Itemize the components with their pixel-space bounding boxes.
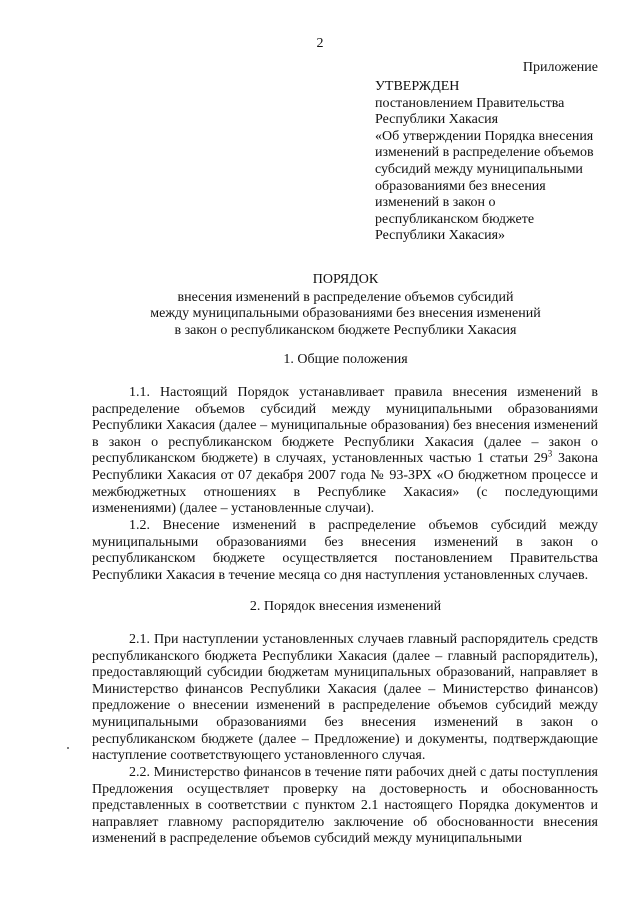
approval-title: УТВЕРЖДЕН: [375, 79, 460, 94]
superscript: 3: [547, 448, 553, 459]
approval-line: «Об утверждении Порядка внесения: [375, 128, 594, 144]
approval-line: образованиями без внесения: [375, 178, 546, 194]
approval-line: постановлением Правительства: [375, 95, 565, 111]
document-subtitle-line: в закон о республиканском бюджете Республики Хакасия: [174, 322, 517, 338]
approval-line: изменений в закон о: [375, 195, 496, 211]
paragraph-2-2: 2.2. Министерство финансов в течение пяти рабочих дней с даты поступления Предложения осуществляет проверку на достоверность и обоснованность представленных в соответствии с пунктом 2.1 настоящего Порядка документов и направляет главному распорядителю заключение об обоснованности внесения изменений в распределение объемов субсидий между муниципальными: [92, 765, 598, 847]
document-subtitle-line: между муниципальными образованиями без внесения изменений: [150, 306, 541, 322]
section-heading: 2. Порядок внесения изменений: [249, 599, 442, 614]
approval-line: изменений в распределение объемов: [375, 145, 594, 161]
paragraph-2-1: 2.1. При наступлении установленных случаев главный распорядитель средств республиканского бюджета Республики Хакасия (далее – главный распорядитель), предоставляющий субсидии бюджетам муниципальных образований, направляет в Министерство финансов Республики Хакасия (далее – Министерство финансов) предложение о внесении изменений в распределение объемов субсидий между муниципальными образованиями без внесения изменений в закон о республиканском бюджете (далее – Предложение) и документы, подтверждающие наступление соответствующего установленного случая.: [92, 632, 598, 764]
document-heading: ПОРЯДОК: [312, 272, 379, 287]
page-number: 2: [316, 36, 324, 51]
approval-line: республиканском бюджете: [375, 211, 535, 227]
scan-speck: [67, 747, 69, 749]
paragraph-1-2: 1.2. Внесение изменений в распределение объемов субсидий между муниципальными образованиями без внесения изменений в закон о республиканском бюджете осуществляется постановлением Правительства Республики Хакасия в течение месяца со дня наступления установленных случаев.: [92, 518, 598, 583]
approval-block: [375, 79, 605, 245]
paragraph-1-1: 1.1. Настоящий Порядок устанавливает правила внесения изменений в распределение объемов субсидий между муниципальными образованиями Республики Хакасия (далее – муниципальные образования) без внесения изменений в закон о республиканском бюджете Республики Хакасия (далее – закон о республиканском бюджете) в случаях, установленных частью 1 статьи $29^3$ Закона Республики Хакасия от 07 декабря 2007 года № 93-ЗРХ «О бюджетном процессе и межбюджетных отношениях в Республике Хакасия» (с последующими изменениями) (далее – установленные случаи).: [92, 385, 598, 517]
approval-line: Республики Хакасия: [375, 112, 499, 128]
approval-line: субсидий между муниципальными: [375, 161, 583, 177]
appendix-label: Приложение: [522, 60, 598, 75]
document-subtitle-line: внесения изменений в распределение объемов субсидий: [177, 289, 514, 305]
approval-line: Республики Хакасия»: [375, 228, 506, 244]
document-title: [92, 272, 599, 339]
section-heading: 1. Общие положения: [283, 352, 408, 367]
